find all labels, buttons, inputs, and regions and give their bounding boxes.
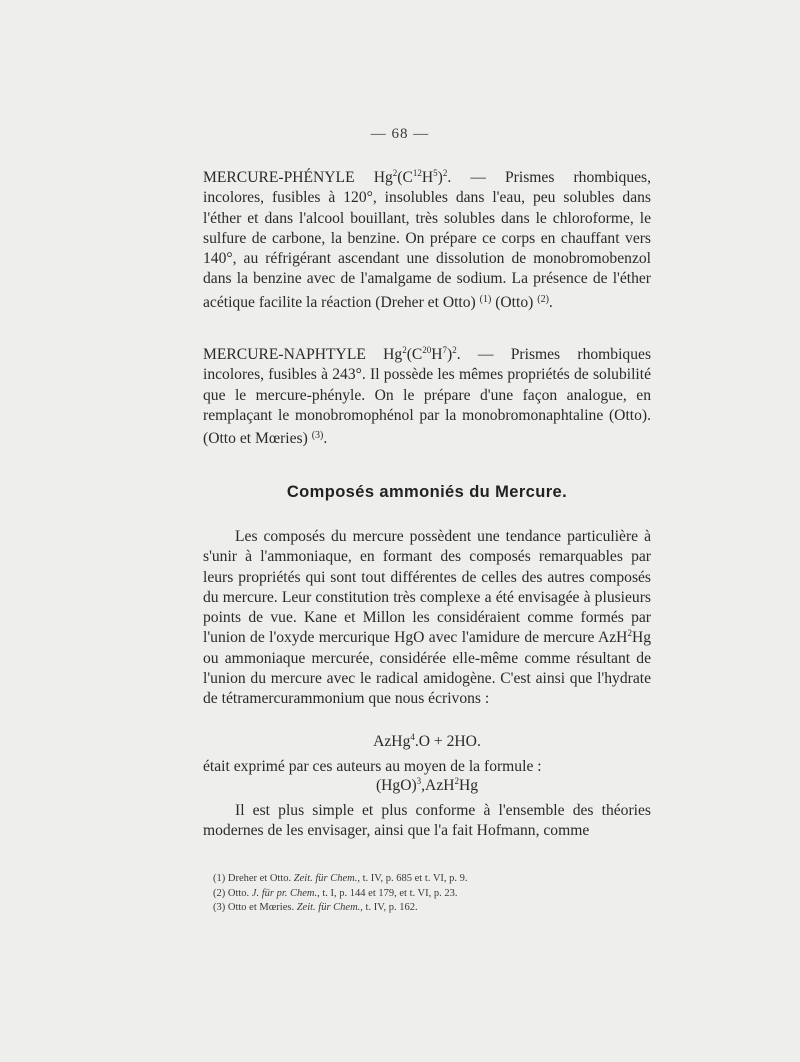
paragraph-mercure-naphtyle: MERCURE-NAPHTYLE $Hg^2(C^{20}H^7)^2$. — Prismes rhombiques incolores, fusibles à 243°. Il possède les mêmes propriétés de solubilité que le mercure-phényle. On le prépare d'une façon analogue, en remplaçant le monobromophénol par la monobromonaphtaline (Otto). (Otto et Mœries) $^{(3)}$. [203, 345, 652, 448]
formula-tetramercurammonium: AzHg$^4$.O + 2HO. [373, 732, 481, 750]
footnotes [213, 872, 653, 916]
page-number: — 68 — [370, 126, 430, 142]
footnote-1: (1) Dreher et Otto. Zeit. für Chem., t. IV, p. 685 et t. VI, p. 9. [213, 873, 468, 884]
footnote-ref-2: (2) [537, 293, 549, 305]
text-line-formula-intro: était exprimé par ces auteurs au moyen de la formule : [203, 758, 542, 775]
footnote-3: (3) Otto et Mœries. Zeit. für Chem., t. IV, p. 162. [213, 902, 418, 913]
footnote-ref-3: (3) [311, 430, 324, 442]
formula-kane-millon: (HgO)$^3$,AzH$^2$Hg [375, 776, 479, 794]
footnote-ref-1: (1) [479, 293, 492, 305]
paragraph-hofmann: Il est plus simple et plus conforme à l'ensemble des théories modernes de les envisager, ainsi que l'a fait Hofmann, comme [203, 802, 651, 840]
section-heading: Composés ammoniés du Mercure. [286, 483, 568, 501]
footnote-2: (2) Otto. J. für pr. Chem., t. I, p. 144 et 179, et t. VI, p. 23. [213, 887, 458, 899]
paragraph-composes-ammonies: Les composés du mercure possèdent une tendance particulière à s'unir à l'ammoniaque, en formant des composés remarquables par leurs propriétés qui sont tout différentes de celles des autres composés du mercure. Leur constitution très complexe a été envisagée à plusieurs points de vue. Kane et Millon les considéraient comme formés par l'union de l'oxyde mercurique HgO avec l'amidure de mercure AzH$^2$Hg ou ammoniaque mercurée, considérée elle-même comme résultant de l'union du mercure avec le radical amidogène. C'est ainsi que l'hydrate de tétramercurammonium que nous écrivons : [203, 528, 651, 708]
paragraph-mercure-phenyle: MERCURE-PHÉNYLE $Hg^2(C^{12}H^5)^2$. — Prismes rhombiques, incolores, fusibles à 120°, insolubles dans l'eau, peu solubles dans l'éther et dans l'alcool bouillant, très solubles dans le chloroforme, le sulfure de carbone, la benzine. On prépare ce corps en chauffant vers 140°, au réfrigérant ascendant une dissolution de monobromobenzol dans la benzine avec de l'amalgame de sodium. La présence de l'éther acétique facilite la réaction (Dreher et Otto) $^{(1)}$ (Otto) $^{(2)}$. [203, 168, 652, 311]
